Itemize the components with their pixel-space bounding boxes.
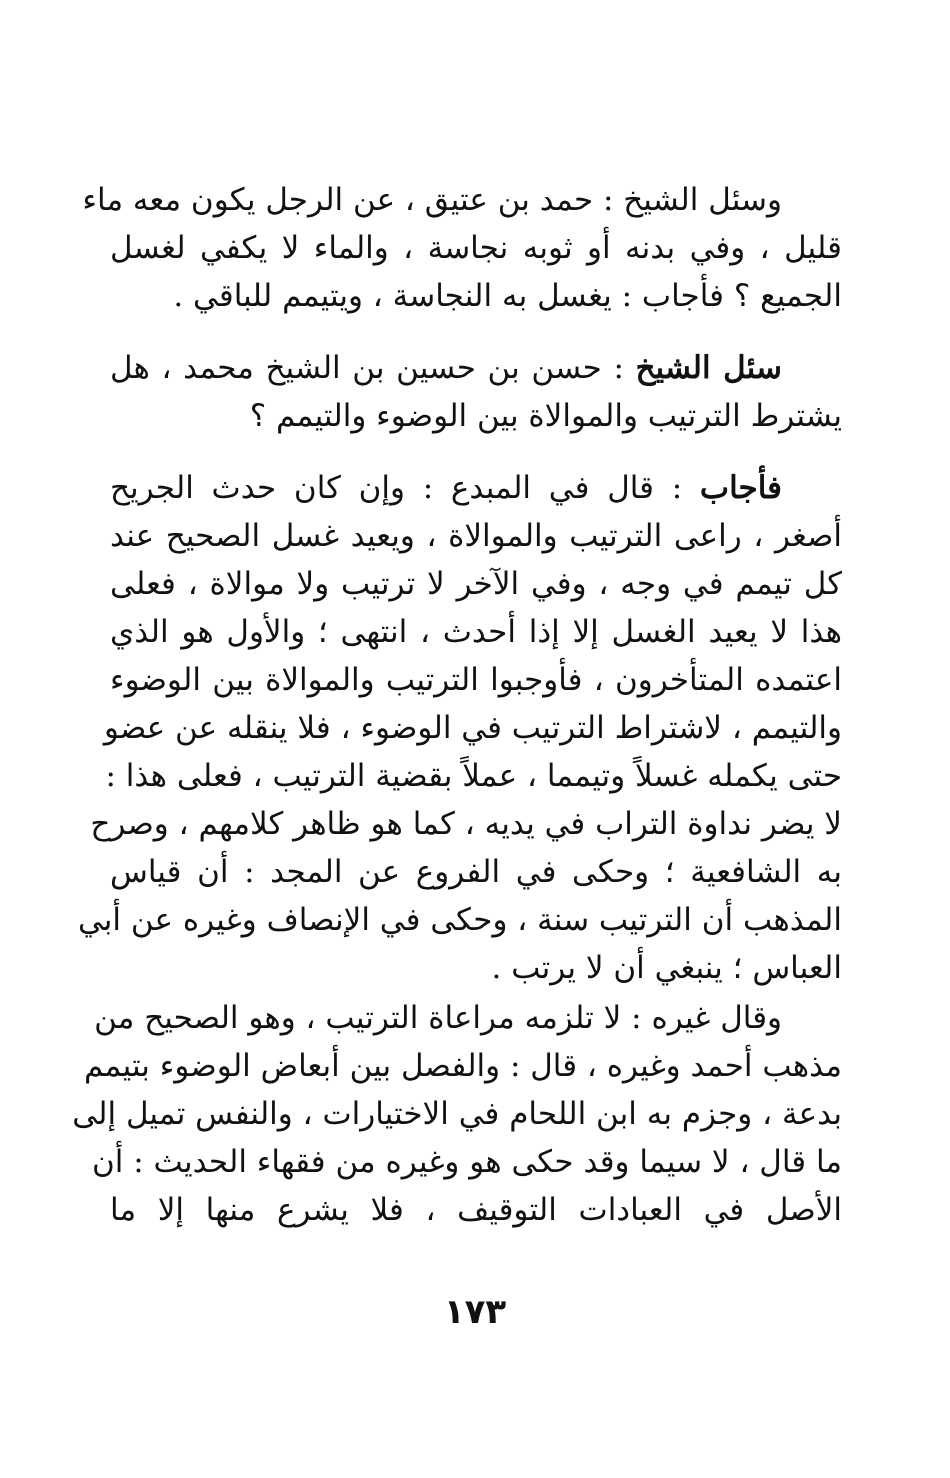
text-line: الأصل في العبادات التوقيف ، فلا يشرع منها إلا ما [110, 1192, 842, 1228]
lead-word: فأجاب [699, 470, 782, 506]
text-line: وقال غيره : لا تلزمه مراعاة الترتيب ، وهو الصحيح من [94, 1000, 782, 1036]
text-line: مذهب أحمد وغيره ، قال : والفصل بين أبعاض الوضوء بتيمم [84, 1048, 842, 1084]
page-number: ١٧٣ [443, 1292, 507, 1332]
text-line: المذهب أن الترتيب سنة ، وحكى في الإنصاف وغيره عن أبي [77, 902, 842, 938]
text-line: الجميع ؟ فأجاب : يغسل به النجاسة ، ويتيمم للباقي . [173, 278, 842, 314]
text-line: كل تيمم في وجه ، وفي الآخر لا ترتيب ولا موالاة ، فعلى [110, 566, 842, 602]
text-line [110, 464, 842, 512]
text-line: به الشافعية ؛ وحكى في الفروع عن المجد : أن قياس [110, 854, 842, 890]
text-line: يشترط الترتيب والموالاة بين الوضوء والتيمم ؟ [249, 398, 842, 434]
text-line: اعتمده المتأخرون ، فأوجبوا الترتيب والموالاة بين الوضوء [110, 662, 842, 698]
text-line: لا يضر نداوة التراب في يديه ، كما هو ظاهر كلامهم ، وصرح [90, 806, 842, 842]
paragraph-2 [110, 344, 842, 440]
line-text: : حسن بن حسين بن الشيخ محمد ، هل [110, 350, 624, 386]
text-line: العباس ؛ ينبغي أن لا يرتب . [491, 950, 842, 986]
text-line: بدعة ، وجزم به ابن اللحام في الاختيارات ، والنفس تميل إلى [72, 1096, 842, 1132]
paragraph-1 [82, 176, 842, 320]
line-text: : قال في المبدع : وإن كان حدث الجريح [110, 470, 683, 506]
text-line: أصغر ، راعى الترتيب والموالاة ، ويعيد غسل الصحيح عند [110, 518, 842, 554]
paragraph-4 [72, 994, 842, 1234]
paragraph-gap [110, 440, 842, 464]
lead-word: سئل الشيخ [635, 350, 782, 386]
paragraph-gap [110, 320, 842, 344]
text-line [110, 344, 842, 392]
paragraph-3 [77, 464, 842, 992]
text-line: هذا لا يعيد الغسل إلا إذا أحدث ، انتهى ؛ والأول هو الذي [110, 614, 842, 650]
text-line: والتيمم ، لاشتراط الترتيب في الوضوء ، فلا ينقله عن عضو [103, 710, 842, 746]
text-line: قليل ، وفي بدنه أو ثوبه نجاسة ، والماء لا يكفي لغسل [110, 230, 842, 266]
text-line: وسئل الشيخ : حمد بن عتيق ، عن الرجل يكون معه ماء [82, 182, 782, 218]
page-body [72, 176, 842, 1234]
text-line: حتى يكمله غسلاً وتيمما ، عملاً بقضية الترتيب ، فعلى هذا : [105, 758, 842, 794]
text-line: ما قال ، لا سيما وقد حكى هو وغيره من فقهاء الحديث : أن [92, 1144, 842, 1180]
